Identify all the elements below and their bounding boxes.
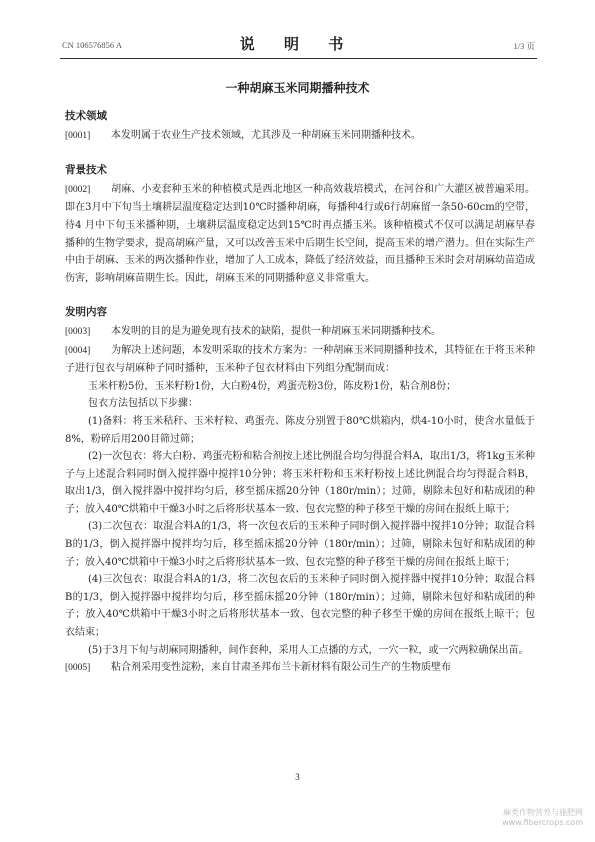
- section-heading-background: 背景技术: [65, 164, 107, 177]
- paragraph-text: 为解决上述问题，本发明采取的技术方案为：一种胡麻玉米同期播种技术，其特征在于将玉米种子进行包衣与胡麻种子同时播种，玉米种子包衣材料由下列组分配制而成：: [65, 344, 535, 375]
- description-body: [65, 108, 535, 678]
- step-3-second-coating: (3)二次包衣：取混合料A的1/3，将一次包衣后的玉米种子同时倒入搅拌器中搅拌10分钟；取混合料B的1/3，倒入搅拌器中搅拌均匀后，移至摇床摇20分钟（180r/min）；过筛，剔除未包好和粘成团的种子；放入40℃烘箱中干燥3小时之后将形状基本一致、包衣完整的种子移至干燥的房间在报纸上晾干；: [65, 521, 535, 568]
- paragraph-number: [0002]: [65, 184, 91, 195]
- paragraph-text: 本发明属于农业生产技术领域，尤其涉及一种胡麻玉米同期播种技术。: [111, 129, 421, 141]
- paragraph-text: 胡麻、小麦套种玉米的种植模式是西北地区一种高效栽培模式，在河谷和广大灌区被普遍采用。即在3月中下旬当土壤耕层温度稳定达到10℃时播种胡麻，每播种4行或6行胡麻留一条50-60cm的空带，待4 月中下旬玉米播种期，土壤耕层温度稳定达到15℃时再点播玉米。该种植模式不仅可以满足胡麻早春播种的生物学要求，提高胡麻产量，又可以改善玉米中后期生长空间，提高玉米的增产潜力。但在实际生产中由于胡麻、玉米的两次播种作业，增加了人工成本，降低了经济效益，而且播种玉米时会对胡麻幼苗造成伤害，影响胡麻苗期生长。因此，胡麻玉米的同期播种意义非常重大。: [65, 183, 535, 284]
- watermark: [502, 808, 583, 828]
- paragraph-0002: [65, 181, 535, 288]
- section-heading-tech-field: 技术领域: [65, 110, 107, 122]
- step-1-preparation: (1)备料：将玉米秸秆、玉米籽粒、鸡蛋壳、陈皮分别置于80℃烘箱内，烘4-10小时，使含水量低于8%，粉碎后用200目筛过筛；: [65, 415, 535, 445]
- patent-number: CN 106576856 A: [62, 40, 122, 50]
- document-type-title: 说 明 书: [239, 35, 356, 53]
- page-number: 3: [295, 772, 300, 782]
- coating-formula: 玉米杆粉5份，玉米籽粉1份，大白粉4份，鸡蛋壳粉3份，陈皮粉1份，粘合剂8份；: [88, 380, 457, 392]
- header-divider: [60, 58, 537, 59]
- paragraph-number: [0003]: [65, 326, 91, 337]
- paragraph-number: [0001]: [65, 130, 91, 141]
- paragraph-0004: [65, 342, 535, 378]
- paragraph-0005: [65, 659, 535, 678]
- coating-method-intro: 包衣方法包括以下步骤：: [88, 398, 198, 410]
- invention-title: 一种胡麻玉米同期播种技术: [225, 81, 370, 95]
- paragraph-number: [0004]: [65, 345, 91, 356]
- section-heading-invention: 发明内容: [65, 306, 107, 319]
- watermark-url: www.fibercrops.com: [502, 818, 583, 827]
- watermark-site-name: 麻类作物营养与施肥网: [503, 808, 583, 817]
- step-2-first-coating: (2)一次包衣：将大白粉、鸡蛋壳粉和粘合剂按上述比例混合均匀得混合料A，取出1/3，将1kg玉米种子与上述混合料同时倒入搅拌器中搅拌10分钟；将玉米杆粉和玉米籽粉按上述比例混合均匀得混合料B，取出1/3，倒入搅拌器中搅拌均匀后，移至摇床摇20分钟（180r/min）；过筛，剔除未包好和粘成团的种子；放入40℃烘箱中干燥3小时之后将形状基本一致、包衣完整的种子移至干燥的房间在报纸上晾干；: [65, 451, 535, 515]
- paragraph-0001: [65, 127, 535, 146]
- paragraph-number: [0005]: [65, 663, 91, 674]
- step-4-third-coating: (4)三次包衣：取混合料A的1/3，将二次包衣后的玉米种子同时倒入搅拌器中搅拌10分钟；取混合料B的1/3，倒入搅拌器中搅拌均匀后，移至摇床摇20分钟（180r/min）；过筛，剔除未包好和粘成团的种子；放入40℃烘箱中干燥3小时之后将形状基本一致、包衣完整的种子移至干燥的房间在报纸上晾干；包衣结束；: [65, 574, 535, 639]
- paragraph-text: 本发明的目的是为避免现有技术的缺陷，提供一种胡麻玉米同期播种技术。: [111, 325, 441, 337]
- page-count: 1/3 页: [513, 41, 535, 51]
- paragraph-0003: [65, 323, 535, 342]
- paragraph-text: 粘合剂采用变性淀粉，来自甘肃圣邦布兰卡新材料有限公司生产的生物质壁布: [111, 662, 451, 674]
- step-5-sowing: (5)于3月下旬与胡麻同期播种，间作套种，采用人工点播的方式，一穴一粒，或一穴两粒确保出苗。: [88, 644, 529, 656]
